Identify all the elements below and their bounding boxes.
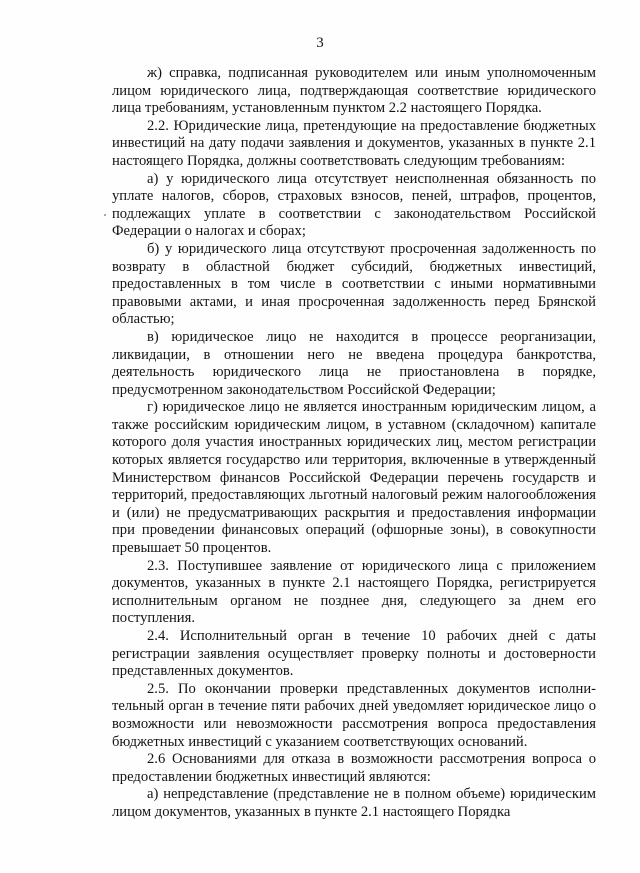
paragraph-2-3: 2.3. Поступившее заявление от юридического лица с приложением документов, указанных в пункте 2.1 настоящего Порядка, регистрируется исполнительным органом не позднее дня, следующего за днем его поступления. [112, 557, 596, 627]
paragraph-zh-certificate: ж) справка, подписанная руководителем или иным уполномоченным лицом юридического лица, подтверждающая соответствие юридического лица требованиям, установленным пунктом 2.2 настоящего Порядка. [112, 65, 596, 117]
document-body [112, 65, 596, 822]
paragraph-2-4: 2.4. Исполнительный орган в течение 10 рабочих дней с даты регистрации заявления осуществляет проверку полноты и достоверности представленных документов. [112, 628, 596, 680]
scan-speck [104, 214, 106, 216]
paragraph-2-6-a: а) непредставление (представление не в полном объеме) юридическим лицом документов, указанных в пункте 2.1 настоящего Порядка [112, 786, 596, 820]
page-number: 3 [316, 35, 324, 51]
paragraph-2-2-g: г) юридическое лицо не является иностранным юридическим лицом, а также российским юридическим лицом, в уставном (складочном) капитале которого доля участия иностранных юридических лиц, местом регистрации которых является государство или территория, включенные в утвержденный Министерством финансов Российской Федерации перечень государств и территорий, предоставляющих льготный налоговый режим налогообложения и (или) не предусматривающих раскрытия и предоставления информации при проведении финансовых операций (офшорные зоны), в совокупности превышает 50 процентов. [112, 399, 596, 557]
paragraph-2-2-b: б) у юридического лица отсутствуют просроченная задолженность по возврату в областной бюджет субсидий, бюджетных инвестиций, предоставленных в том числе в соответствии с иными нормативными правовыми актами, и иная просроченная задолженность перед Брянской областью; [112, 240, 596, 328]
paragraph-2-2-a: а) у юридического лица отсутствует неисполненная обязанность по уплате налогов, сборов, страховых взносов, пеней, штрафов, процентов, подлежащих уплате в соответствии с законодательством Российской Федерации о налогах и сборах; [112, 170, 596, 240]
paragraph-2-2: 2.2. Юридические лица, претендующие на предоставление бюджетных инвестиций на дату подачи заявления и документов, указанных в пункте 2.1 настоящего Порядка, должны соответствовать следующим требованиям: [112, 117, 596, 169]
paragraph-2-6: 2.6 Основаниями для отказа в возможности рассмотрения вопроса о предоставлении бюджетных инвестиций являются: [112, 751, 596, 785]
paragraph-2-2-v: в) юридическое лицо не находится в процессе реорганизации, ликвидации, в отношении него не введена процедура банкротства, деятельность юридического лица не приостановлена в порядке, предусмотренном законодательством Российской Федерации; [112, 328, 596, 398]
paragraph-2-5: 2.5. По окончании проверки представленных документов исполнительный орган в течение пяти рабочих дней уведомляет юридическое лицо о возможности или невозможности рассмотрения вопроса предоставления бюджетных инвестиций с указанием соответствующих оснований. [112, 680, 596, 750]
